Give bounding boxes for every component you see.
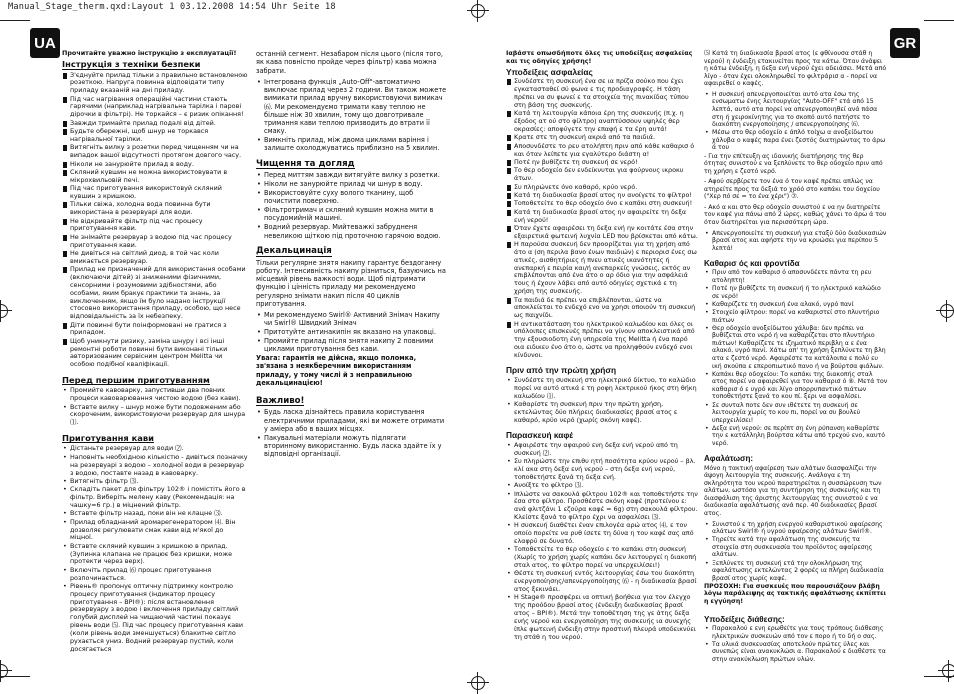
list-item: Під час нагрівання операційні частини стають гарячими (наприклад нагрівальна тарілка і парові дірочки в фільтрі). Не торкайся – є ризик опікання! <box>62 96 248 119</box>
list-item: Діти повинні бути поінформовані не гратися з приладом. <box>62 322 248 338</box>
list-item: • Ніколи не занурюйте прилад чи шнур в воду. <box>256 180 448 188</box>
list-item: Ποτέ ην βυθίζετε τη συσκευή σε νερό! <box>506 159 698 167</box>
list-item: • Καπάκι θερ οδοχείου: Το καπάκι της διακοπής σταλ ατος πορεί να αφαιρεθεί για τον καθαρισ ό ⑧. Μετά τον καθαρισ ό ε υγρό και λίγο απορρυπαντικό πιάτων τοποθετήστε ξανά το κου πί. ξερι να ασφαλίσει. <box>704 371 888 401</box>
list-item: Не відкривайте фільтр під час процесу приготування кави. <box>62 218 248 234</box>
list-item: • Η συσκευή διαθέτει έναν επιλογέα αρώ ατος ⑷, ε τον οποίο πορείτε να ρυθ ίσετε τη δύνα η του καφέ σας από ελαφρύ σε δυνατό. <box>506 522 698 545</box>
list-item: Το θερ οδοχείο δεν ενδείκνυται για φούρνους ικροκυ άτων. <box>506 167 698 183</box>
list-item: • Συ πληρώστε την επιθυ ητή ποσότητα κρύου νερού – βλ. κλί ακα στη δεξα ενή νερού – στη δεξα ενή νερού, τοποθετήστε ξανά τη δεξα ενή. <box>506 458 698 481</box>
intro-text: Ιαβάστε οπωσδήποτε όλες τις υποδείξεις ασφαλείας και τις οδηγίες χρήσης! <box>506 49 693 65</box>
list-item: Όταν έχετε αφαιρέσει τη δεξα ενή ην κοιτάτε έσα στην εξαιρετικά φωτεινή λυχνία LED που βρίσκεται από κάτω. <box>506 225 698 241</box>
tip-text: - Για την επίτευξη ας ιδανικής διατήρησης της θερ ότητας συνιστού ε να ξεπλύνετε το θερ οδοχείο πριν από τη χρήση ε ζεστό νερό. <box>704 152 883 175</box>
list-item: • Καθαρίζετε τη συσκευή ένα αλακό, υγρό πανί <box>704 301 888 309</box>
column-gr-2 <box>704 50 888 664</box>
list-item: • Μέσω στο θερ οδοχείο ε άπλό τοίχω α ανοξείδωτου χάλυβα ο καφές παρα ένει ζεστός διατηρώντας το άρω ά του <box>704 129 888 152</box>
list-item: Κατά τη λειτουργία κάποια έρη της συσκευής (π.χ. η έξοδος ατ ού στο φίλτρο) αναπτύσσουν υψηλές θερ οκρασίες: αποφύγετε την επαφή ε τα έρη αυτά! <box>506 110 698 133</box>
list-item: Συ πληρώνετε όνο καθαρό, κρύο νερό. <box>506 184 698 192</box>
list-item: • Фільтротримач и скляний кувшин можна мити в посудомийній машині. <box>256 206 448 223</box>
list-item: • Ανοίξτε το φίλτρο ⑶. <box>506 482 698 490</box>
section-heading: Αφαλάτωση: <box>704 454 754 464</box>
list-item: Завжди тримайте прилад подалі від дітей. <box>62 120 248 128</box>
list-item: • Промийте прилад після знятя накипу 2 повними циклами приготування без кави. <box>256 337 448 354</box>
list-item: • Η Stage® προσφέρει ια οπτική βοήθεια για τον έλεγχο της προόδου βρασί ατος (ένδειξη διαδικασίας βρασί ατος – BPI®). Μετά την τοποθέτηση της γε άτης δεξα ενής νερού και ενεργοποίηση της συσκευής ια συνεχής ίπλε φωτεινή ένδειξη στην προστινή πλευρά υποδεικνύει τη στάθ η του νερού. <box>506 594 698 641</box>
registration-mark-right <box>938 660 954 682</box>
section-heading: Декальцинація <box>256 246 332 257</box>
list-item: • Ιπλώστε να σακουλά φίλτρου 102® και τοποθετήστε την έσα στο φίλτρο. Προσθέστε σκόνη καφέ (προτείνου ε: ανά φλιτζάνι 1 εζούρα καφέ = 6g) στη σακουλά φίλτρου. Κλείστε ξανά το φίλτρο έχρι να ασφαλίσει ⑶. <box>506 491 698 522</box>
list-item: • Складіть пакет для фільтру 102® і помістіть його в фільтр. Виберіть мелену каву (Рекомендація: на чашку=6 гр.) в міцнений фільтр. <box>62 486 248 509</box>
list-item: • Συνιστού ε τη χρήση ενεργού καθαριστικού αφαίρεσης αλάτων Swirl® ή υγρού αφαίρεσης αλάτων Swirl®. <box>704 521 888 536</box>
list-item: Κατά τη διαδικασία βρασί ατος ην αφαιρείτε τη δεξα ενή νερού! <box>506 209 698 225</box>
list-item: • Водний резервуар. Мийтеважкі забрудненя невеликою щіткою під проточною гарячою водою. <box>256 223 448 240</box>
section-heading: Перед першим приготуванням <box>62 374 210 385</box>
list-item: Αποσυνδέστε το ρευ ατολήπτη πριν από κάθε καθαρισ ό και όταν λείπετε για εγαλύτερο διάστη α! <box>506 143 698 159</box>
section-heading: Πριν από την πρώτη χρήση <box>506 365 617 376</box>
list-item: • Пакувальні матеріали можуть підлягати вторинному використанню. Будь ласка здайте їх у відповідні організації. <box>256 434 448 459</box>
list-item: • Στοιχείο φίλτρου: πορεί να καθαριστεί στο πλυντήριο πιάτων <box>704 309 888 324</box>
list-item: • Рівень® пропонує оптичну підтримку контролю процесу приготування (індикатор процесу приготування – BPI®): після встановлення резервуару з водою і включення приладу світлий голубий дисплей на чищаючий частині показує рівень води ⑸. Під час процесу приготування кави (коли рівень води зменшується) блакитне світло рухається униз. Водний резервуар пустий, коли досягається <box>62 583 248 653</box>
list-item: • Вставте фільтр назад, поки він не клацне ⑶. <box>62 510 248 518</box>
list-item: • Η συσκευή απενεργοποιείται αυτό ατα έσω της ενσωματω ένης λειτουργίας "Auto-OFF" ετά από 15 λεπτά, αυτό ατα πορεί να απενεργοποιηθεί ανά πάσα στη ή χειροκίνητης για το σκοπό αυτό πατήστε το διακόπτη ενεργοποίησης / απενεργοποίησης ⑹. <box>704 91 888 129</box>
list-item: • Θέστε τη συσκευή εντός λειτουργίας έσω του διακόπτη ενεργοποίησης/απενεργοποίησης ⑹ - η διαδικασία βρασί ατος ξεκινάει. <box>506 570 698 593</box>
list-item: • Інтегрована функція „Auto-Off"-автоматично виключає прилад через 2 години. Ви також можете вимикати прилад вручну використовуючи вимикач ⑹. Ми рекомендуємо тримати каву теплою не більше ніж 30 хвилин, тому що довготривале тримання кави теплою призводить до втрати її смаку. <box>256 78 448 136</box>
registration-mark-top-left <box>0 300 12 322</box>
list-item: • Витягніть фільтр ⑶. <box>62 478 248 486</box>
safety-list <box>62 72 248 369</box>
section-heading: Інструкція з техніки безпеки <box>62 58 201 69</box>
list-item: • Вимкніть прилад, між двома циклами варіння і залиште охолоджуватись приблизно на 5 хвилин. <box>256 136 448 153</box>
list-item: • Σε συνταλ ποτε δεν συν ιθέτετε τη συσκευή σε λειτουργία χωρίς το κου πι, πορεί να συ βουλεύ υπερχειλίσει! <box>704 402 888 425</box>
continued-text: останній сегмент. Незабаром після цього (після того, як кава повністю пройде через фільтр) кава можна забрати. <box>256 50 443 75</box>
list-item: • Ми рекомендуємо Swirl® Активний Знімач Накипу чи Swirl® Швидкий Знімач <box>256 311 448 328</box>
column-gr-1 <box>506 50 698 642</box>
list-item: • Будь ласка дізнайтесь правила користування електричними приладами, які ви можете отримати у аміера або в ваших місцях. <box>256 408 448 433</box>
list-item: • Παρακαλού ε ενη ερωθείτε για τους τρόπους διάθεσης ηλεκτρικών συσκευών από τον ε πορο ή το δή ο σας. <box>704 625 888 640</box>
trim-line <box>0 676 30 677</box>
list-item: Τα παιδιά δε πρέπει να επιβλέπονται, ώστε να αποκλείεται το ενδεχό ενο να χρησι οποιούν τη συσκευή ως παιχνίδι. <box>506 297 698 320</box>
registration-mark-top-center <box>467 0 489 22</box>
language-tab-gr: GR <box>890 28 920 58</box>
list-item: Щоб уникнути ризику, заміна шнуру і всі інші ремонтні роботи повинні бути виконані тільки авторизованим сервісним центром Melitta чи особою подібної кваліфікації. <box>62 338 248 369</box>
list-item: Συνδέστε τη συσκευή ένα σε ια πρίζα σούκο που έχει εγκατασταθεί σύ φωνα ε τις προδιαγραφές. Η τάση πρέπει να συ φωνεί ε τα στοιχεία της πινακίδας τύπου στη βάση της συσκευής. <box>506 78 698 109</box>
list-item: • Δεξα ενή νερού: σε περίπτ ση ένη ρύπανση καθαρίστε την ε κατάλληλη βούρτσα κάτω από τρεχού ενο, καυτό νερό. <box>704 425 888 448</box>
list-item: • Τοποθετείτε το θερ οδοχείο ε το καπάκι στη συσκευή (Χωρίς το χρήση χωρίς καπάκι δεν λειτουργεί η διακοπή σταλ ατος, το φίλτρο πορεί να υπερχειλίσει!) <box>506 546 698 569</box>
list-item: • Ξεπλύνετε τη συσκευή ετά την ολοκλήρωση της αφαλάτωσης εκτελώντας 2 φορές ια πλήρη διαδικασία βρασί ατος χωρίς καφέ. <box>704 560 888 583</box>
list-item: • Прилад обладнаний аромарегенератором ⑷. Він дозволяє регулювати смак кави від м'якої до міцної. <box>62 519 248 542</box>
language-tab-ua: UA <box>30 28 60 58</box>
list-item: • Дістаньте резервуар для води ⑵. <box>62 445 248 453</box>
list-item: Ніколи не занурюйте прилад в воду. <box>62 161 248 169</box>
intro-text: Прочитайте уважно інструкцію з експлуатації! <box>62 49 237 57</box>
section-heading: Παρασκευή καφέ <box>506 430 574 441</box>
warranty-warning: Увага: гарантія не дійсна, якщо поломка, зв'язана з неякберечним використанням приладу, у тому числі й з неправильною декальцинацією! <box>256 354 417 387</box>
section-heading: Υποδείξεις διάθεσης: <box>704 614 785 624</box>
list-item: З'єднуйте прилад тільки з правильно встановленою розеткою. Напруга повинна відповідати типу приладу вказаній на дні приладу. <box>62 72 248 95</box>
list-item: Η παρούσα συσκευή δεν προορίζεται για τη χρήση από άτο α (ση περιλα βανο ένων παιδιών) ε περιορισ ένες σω ατικές, αισθητήριες ή πνευ ατικές ικανότητες ή ανεπαρκή ε πειρία και/ή ανεπαρκείς γνώσεις, εκτός αν επιβλέπονται από ένα άτο ο αρ όδιο για την ασφάλειά τους ή έχουν λάβει από αυτό οδηγίες σχετικά ε τη χρήση της συσκευής. <box>506 241 698 296</box>
list-item: Витягніть вилку з розетки перед чищенням чи на випадок вашої відсутності протягом довгого часу. <box>62 144 248 160</box>
section-heading: Чищення та догляд <box>256 159 355 170</box>
list-item: • Вставте вилку – шнур може бути подовженим або скороченим, використовуючи резервуар для шнура ⑴. <box>62 404 248 427</box>
list-item: • Απενεργοποιείτε τη συσκευή για εταξύ δύο διαδικασιών βρασί ατος και αφήστε την να κρυώσει για περίπου 5 λεπτά! <box>704 230 888 253</box>
tip-text: - Ακό α και στο θερ οδοχείο συνιστού ε να ην διατηρείτε τον καφέ για πάνω από 2 ώρες, καθώς χάνει το άρω ά του όταν διατηρείται για περισσότερη ώρα. <box>704 203 887 226</box>
list-item: Прилад не призначений для використання особами (включаючи дітей) зі зниженими фізичними, сенсорними і розумовими здібностями, або особами, яким бракує практики та знань, за виключенням, якщо їм було надано інструкції стосовно використання приладу, особою, що несе відповідальність за їх небезпеку. <box>62 266 248 321</box>
list-item: • Πριν από τον καθαρισ ό αποσυνδέετε πάντα τη ρευ ατοληπτη! <box>704 269 888 284</box>
list-item: Будьте обережні, щоб шнур не торкався нагрівальної тарілки. <box>62 128 248 144</box>
trim-line <box>924 20 954 21</box>
list-item: Не знімайте резервуар з водою під час процесу приготування кави. <box>62 234 248 250</box>
list-item: • Συνδέστε τη συσκευή στο ηλεκτρικό δίκτυο, το καλώδιο πορεί να αυτό ατικά ε τη ροφη λεκτρικού ήκος στη θήκη καλωδίου ⑴. <box>506 377 698 400</box>
descaling-text: Тільки регулярне знятя накипу гарантує бездоганну роботу. Інтенсивність накипу різниться, базуючись на місцевий рівень важкості води. Щоб підтримати функцію і цінність приладу ми рекомендуємо регулярно знімати накип після 40 циклів приготування. <box>256 258 446 308</box>
list-item: • Наповніть необхідною кількістю - дивіться позначку на резервуарі з водою – холодної води в резервуар з водою, поставте назад в кавоварку. <box>62 454 248 477</box>
list-item: Тільки свіжа, холодна вода повинна бути використана в резервуарі для води. <box>62 201 248 217</box>
list-item: • Вставте скляний кувшин з кришкою в прилад. (Зупинка клапана не працює без кришки, може протекти через верх). <box>62 543 248 566</box>
list-item: Не дивіться на світлий диод, в той час коли вмикається резервуар. <box>62 250 248 266</box>
list-item: • Промийте кавоварку, запустивши два повних процеси кавоварювання чистою водою (без кави). <box>62 387 248 403</box>
registration-mark-left-bottom <box>0 660 12 682</box>
list-item: • Τηρείτε κατά την αφαλάτωση της συσκευής τα στοιχεία στη συσκευασία του προϊόντος αφαίρεσης αλάτων. <box>704 536 888 559</box>
list-item: • Ποτέ ην βυθίζετε τη συσκευή ή το ηλεκτρικό καλώδιο σε νερό! <box>704 285 888 300</box>
column-ua-2 <box>256 50 448 459</box>
list-item: Κατά τη διαδικασία βρασί ατος ην ανοίγετε το φίλτρο! <box>506 192 698 200</box>
tip-text: - Αφού σερβίρετε τον ένα ό τον καφέ πρέπει απλώς να ατηρείτε προς τα δεξιά το χρόό στο καπάκι του δοχείου ("Χερ πό σε = το ένα χέρι") ⑦. <box>704 178 880 201</box>
section-heading: Καθαρισ ός και φροντίδα <box>704 258 800 268</box>
list-item: • Θερ οδοχείο ανοξείδωτου χάλυβα: δεν πρέπει να βυθίζεται στο νερό ή να καθαρίζεται στο πλυντήριο πιάτων! Καθαρίζετε τε ιζηματικό περιβλη α ε ένα αλακό, υγρό πανί. Χάτω απ' τη χρήση ξεπλύνετε τη βλη ατα ε ζεστό νερό. Αφαιρέστε τα κατάλοιπα ε πολύ ευ ική σκούπα ε επεροπιωτικό πανο ή να βούρτσα φιάλων. <box>704 325 888 370</box>
registration-mark-right-mid <box>936 300 954 322</box>
list-item: • Καθαρίστε τη συσκευή πριν την πρώτη χρήση, εκτελώντας δύο πλήρεις διαδικασίες βρασί ατος ε καθαρό, κρύο νερό (χωρίς σκόνη καφέ). <box>506 401 698 424</box>
section-heading: Υποδείξεις ασφαλείας <box>506 66 593 77</box>
list-item: Скляний кувшин не можна використовувати в мікрохвильовій печі. <box>62 169 248 185</box>
list-item: • Включіть прилад ⑹ процес приготування розпочинається. <box>62 567 248 583</box>
column-ua-1 <box>62 50 248 654</box>
descaling-text: Μόνο η τακτική αφαίρεση των αλάτων διασφαλίζει την άψογη λειτουργία της συσκευής. Ανάλογα ε τη σκληρότητα του νερού παρατηρείται η συσσώρευση των αλάτων, ωστόσο για τη συντήρηση της συσκευής και τη διασφάλιση της άριστης λειτουργίας της συνιστού ε να διαδικασία αφαλάτωσης ανά περ. 40 διαδικασίες βρασί ατος. <box>704 464 882 518</box>
list-item: • Τα υλικά συσκευασίας αποτελούν πρώτες ύλες και συνεπώς είναι ανακυκλώσι α. Παρακαλού ε διαθέστε τα στην ανακύκλωση πρώτων υλών. <box>704 641 888 664</box>
list-item: Τοποθετείτε το θερ οδοχείο όνο ε καπάκι στη συσκευή! <box>506 200 698 208</box>
registration-mark-bottom-center <box>467 672 489 694</box>
continued-text: ⑸ Κατά τη διαδικασία βρασί ατος (ε φθίνουσα στάθ η νερού) η ένδειξη ετακινείται προς τα κάτω. Όταν άνάψει η κάτω ένδειξη, η δεξα ενή νερού έχει αδειάσει. Μετά από λίγο - όταν έχει ολοκληρωθεί το φιλτράρισ α - πορεί να αφαιρεθεί ο καφές. <box>704 50 887 88</box>
list-item: Під час приготування використовуй скляний кувшин з кришкою. <box>62 185 248 201</box>
print-slug: Manual_Stage_therm.qxd:Layout 1 03.12.2008 14:54 Uhr Seite 18 <box>8 2 336 12</box>
section-heading: Важливо! <box>256 396 305 407</box>
warranty-warning: ΠΡΟΣΟΧΗ: Για συσκευές που παρουσιάζουν βλάβη λόγω παράλειψης ας τακτικής αφαλάτωσης εκπίπτει η εγγύηση! <box>704 582 887 605</box>
list-item: • Перед миттям завжди витягуйте вилку з розетки. <box>256 171 448 179</box>
list-item: • Αφαιρέστε την αφαιρού ενη δεξα ενή νερού από τη συσκευή ⑵. <box>506 442 698 458</box>
trim-line <box>924 676 954 677</box>
trim-line <box>0 20 30 21</box>
list-item: • Використовуйте суху волого тканину, щоб почистити поверхню. <box>256 189 448 206</box>
section-heading: Приготування кави <box>62 432 154 443</box>
list-item: Κρατε στε τη συσκευή ακριά από τα παιδιά. <box>506 134 698 142</box>
list-item: Η αντικατάσταση του ηλεκτρικού καλωδίου και όλες οι υπόλοιπες επισκευές πρέπει να γίνουν αποκλειστικά από την εξουσιοδοτη ένη υπηρεσία της Melitta ή ένα παρό οια ειδικευ ένο άτο ο, ώστε να προληφθούν ενδεχό ενοι κίνδυνοι. <box>506 321 698 360</box>
list-item: • Притотуйте антинакипін як вказано на упаковці. <box>256 328 448 336</box>
